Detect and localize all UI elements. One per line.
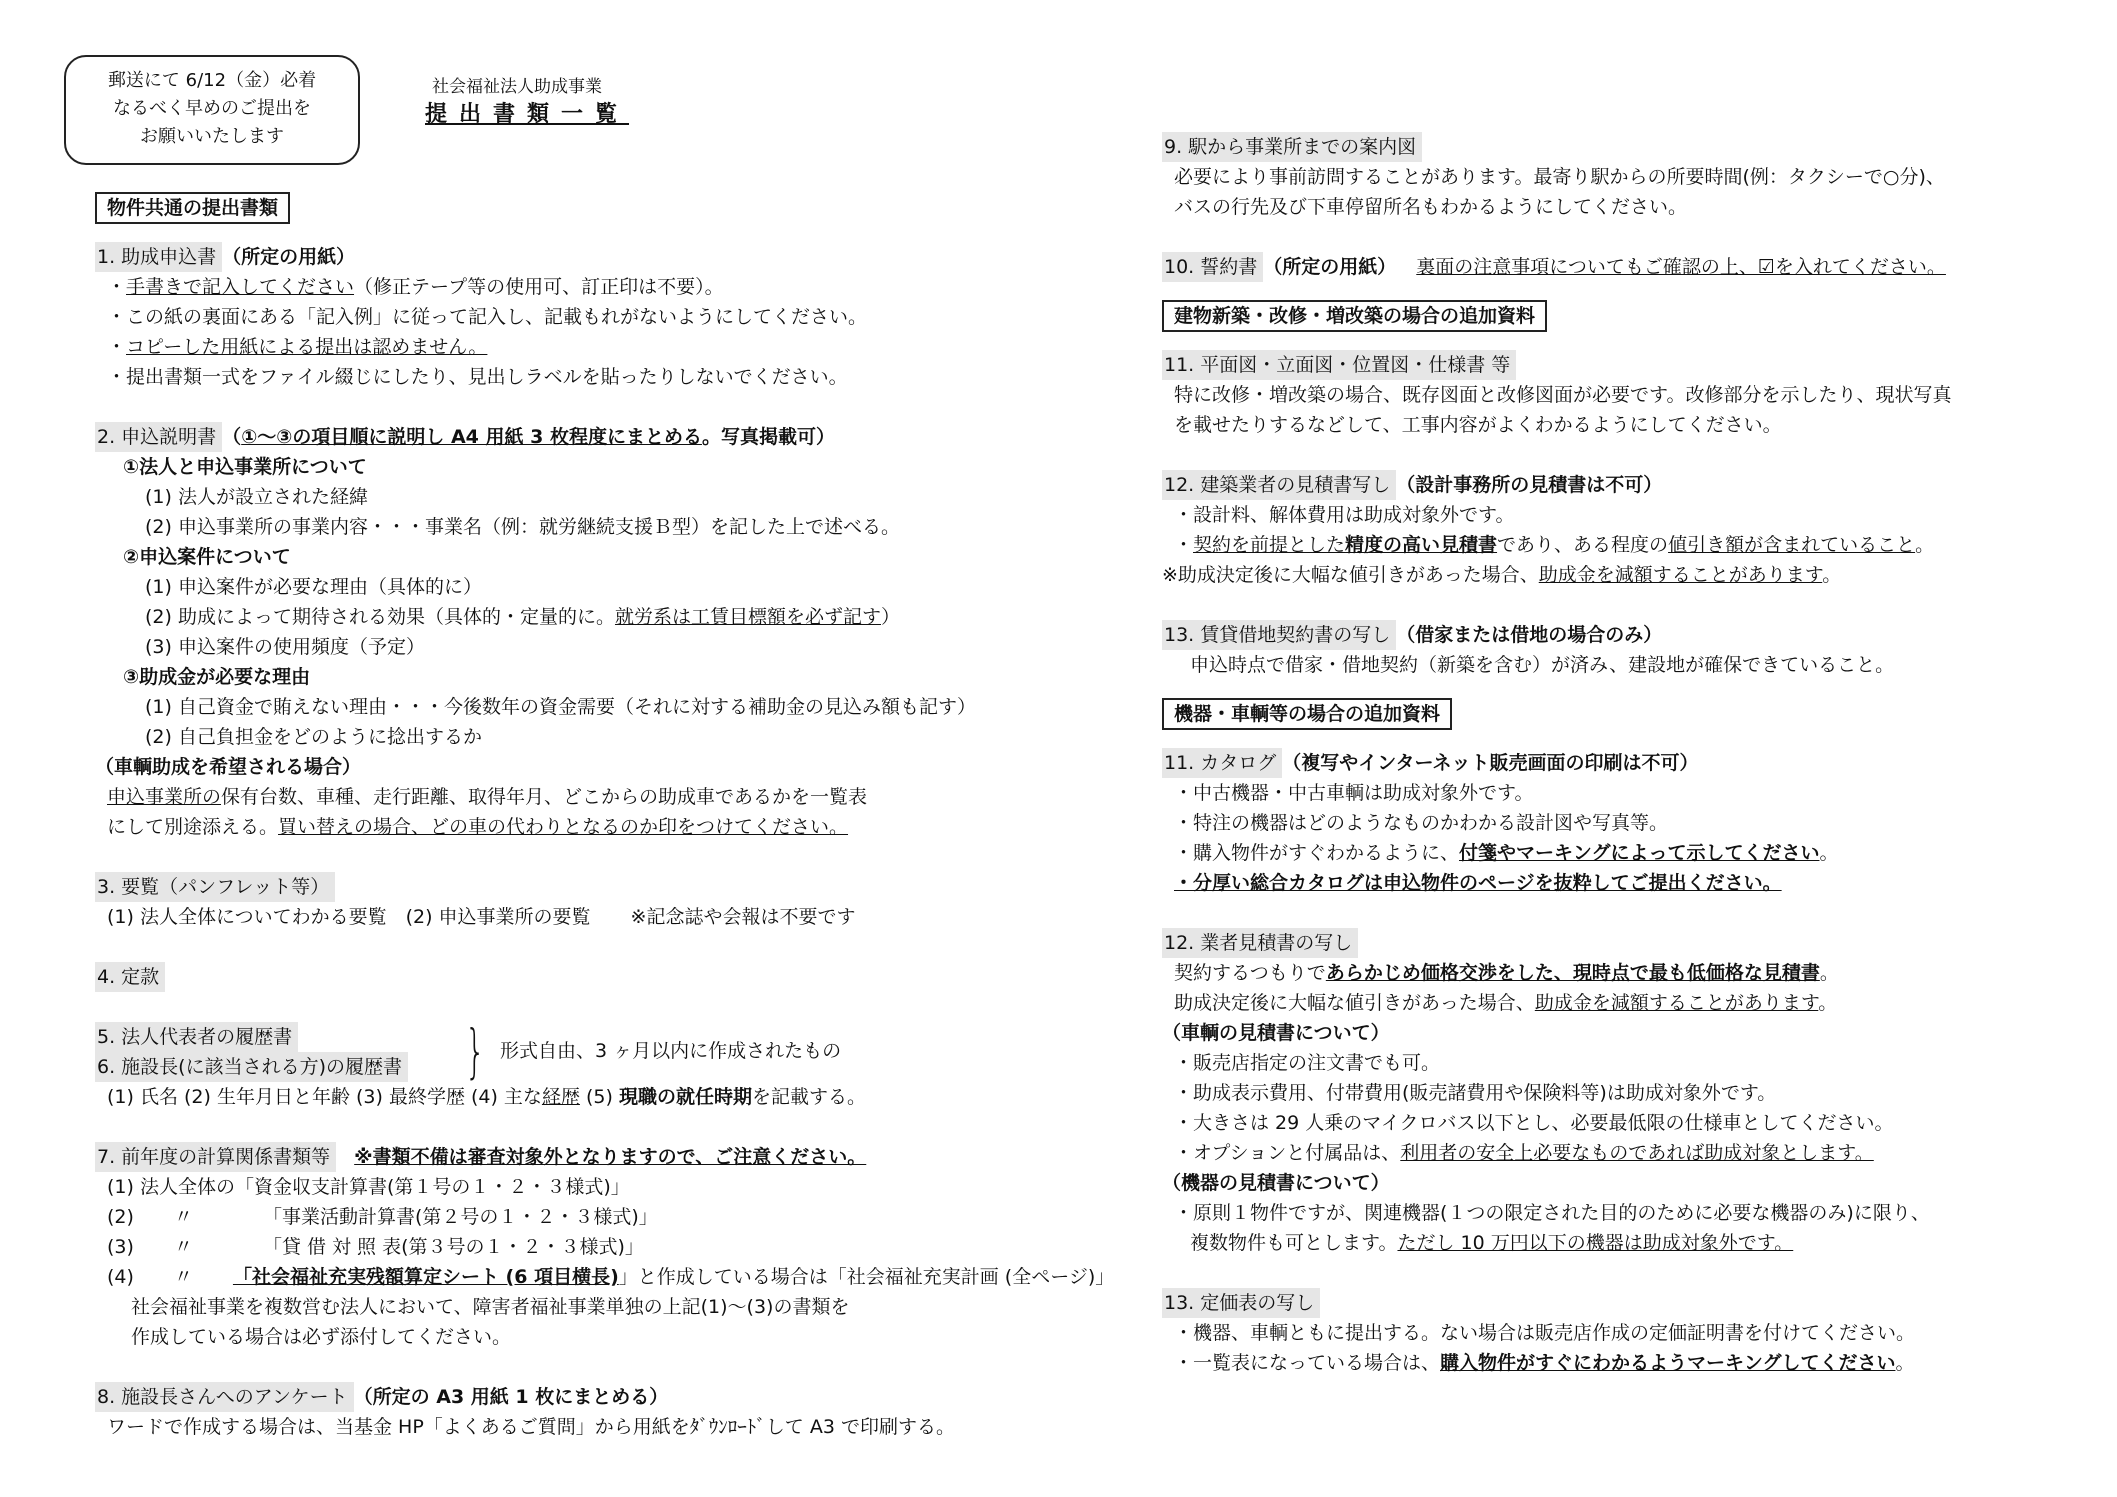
equipment-13-line-1: ・機器、車輌ともに提出する。ない場合は販売店作成の定価証明書を付けてください。 (1174, 1322, 1916, 1344)
building-docs-label: 建物新築・改修・増改築の場合の追加資料 (1162, 300, 1547, 332)
resume-format-note: 形式自由、3 ヶ月以内に作成されたもの (500, 1040, 842, 1062)
section-2-point-2a: (1) 申込案件が必要な理由（具体的に） (145, 576, 482, 598)
building-11-line-2: を載せたりするなどして、工事内容がよくわかるようにしてください。 (1174, 414, 1782, 436)
vehicle-estimate-line-2: ・助成表示費用、付帯費用(販売諸費用や保険料等)は助成対象外です。 (1174, 1082, 1777, 1104)
section-2-point-3b: (2) 自己負担金をどのように捻出するか (145, 726, 482, 748)
vehicle-grant-line-1: 申込事業所の保有台数、車種、走行距離、取得年月、どこからの助成車であるかを一覧表 (107, 786, 868, 808)
equipment-12-title: 12. 業者見積書の写し (1162, 928, 2062, 958)
left-column (95, 190, 1115, 1442)
section-7-row-4: (4) 〃 「社会福祉充実残額算定シート (6 項目横長)」と作成している場合は「社会福祉充実計画 (全ページ)」 (107, 1266, 1115, 1288)
section-6-title: 6. 施設長(に該当される方)の履歴書 (95, 1052, 1015, 1082)
section-10-title: 10. 誓約書 （所定の用紙） 裏面の注意事項についてもご確認の上、☑を入れてください。 (1162, 252, 2062, 282)
vehicle-estimate-line-1: ・販売店指定の注文書でも可。 (1174, 1052, 1441, 1074)
equipment-11-line-3: ・購入物件がすぐわかるように、付箋やマーキングによって示してください。 (1174, 842, 1839, 864)
equipment-12-line-2: 助成決定後に大幅な値引きがあった場合、助成金を減額することがあります。 (1174, 992, 1838, 1014)
building-13-line-1: 申込時点で借家・借地契約（新築を含む）が済み、建設地が確保できていること。 (1190, 654, 1895, 676)
section-2-point-2b: (2) 助成によって期待される効果（具体的・定量的に。就労系は工賃目標額を必ず記す） (145, 606, 900, 628)
section-1-line-4: ・提出書類一式をファイル綴じにしたり、見出しラベルを貼ったりしないでください。 (107, 366, 848, 388)
notice-line-1: 郵送にて 6/12（金）必着 (107, 70, 317, 91)
section-2-point-3: ③助成金が必要な理由 (123, 666, 311, 688)
vehicle-estimate-heading: （車輌の見積書について） (1162, 1022, 1390, 1044)
section-9-title: 9. 駅から事業所までの案内図 (1162, 132, 2062, 162)
section-7-row-2: (2) 〃 「事業活動計算書(第２号の１・２・３様式)」 (107, 1206, 658, 1228)
right-column (1162, 132, 2062, 1378)
building-12-title: 12. 建築業者の見積書写し （設計事務所の見積書は不可） (1162, 470, 2062, 500)
section-7-row-1: (1) 法人全体の「資金収支計算書(第１号の１・２・３様式)」 (107, 1176, 630, 1198)
machine-estimate-line-2: 複数物件も可とします。ただし 10 万円以下の機器は助成対象外です。 (1190, 1232, 1794, 1254)
section-9-line-2: バスの行先及び下車停留所名もわかるようにしてください。 (1174, 196, 1688, 218)
equipment-13-title: 13. 定価表の写し (1162, 1288, 2062, 1318)
section-5-title: 5. 法人代表者の履歴書 (95, 1022, 1015, 1052)
right-brace-icon: } (465, 1017, 486, 1085)
equipment-11-line-4: ・分厚い総合カタログは申込物件のページを抜粋してご提出ください。 (1174, 872, 1782, 894)
section-1-line-1: ・手書きで記入してください（修正テープ等の使用可、訂正印は不要）。 (107, 276, 724, 298)
section-2-point-1b: (2) 申込事業所の事業内容・・・事業名（例：就労継続支援Ｂ型）を記した上で述べる。 (145, 516, 900, 538)
section-7-note-1: 社会福祉事業を複数営む法人において、障害者福祉事業単独の上記(1)～(3)の書類を (131, 1296, 850, 1318)
vehicle-estimate-line-3: ・大きさは 29 人乗のマイクロバス以下とし、必要最低限の仕様車としてください。 (1174, 1112, 1894, 1134)
vehicle-grant-heading: （車輌助成を希望される場合） (95, 756, 362, 778)
header-subtitle: 社会福祉法人助成事業 (432, 77, 602, 97)
section-2-point-2c: (3) 申込案件の使用頻度（予定） (145, 636, 425, 658)
section-1-title: 1. 助成申込書 （所定の用紙） (95, 242, 1015, 272)
building-11-title: 11. 平面図・立面図・位置図・仕様書 等 (1162, 350, 2062, 380)
common-docs-label: 物件共通の提出書類 (95, 192, 290, 224)
page-title: 提出書類一覧 (425, 102, 630, 127)
section-2-point-1a: (1) 法人が設立された経緯 (145, 486, 368, 508)
section-2-point-3a: (1) 自己資金で賄えない理由・・・今後数年の資金需要（それに対する補助金の見込み額も記す） (145, 696, 976, 718)
building-12-line-1: ・設計料、解体費用は助成対象外です。 (1174, 504, 1515, 526)
section-3-title: 3. 要覧（パンフレット等） (95, 872, 1015, 902)
equipment-13-line-2: ・一覧表になっている場合は、購入物件がすぐにわかるようマーキングしてください。 (1174, 1352, 1915, 1374)
equipment-11-line-1: ・中古機器・中古車輌は助成対象外です。 (1174, 782, 1534, 804)
notice-line-2: なるべく早めのご提出を (113, 98, 311, 119)
section-2-title: 2. 申込説明書 （①～③の項目順に説明し A4 用紙 3 枚程度にまとめる。写真掲載可） (95, 422, 1015, 452)
machine-estimate-heading: （機器の見積書について） (1162, 1172, 1390, 1194)
vehicle-estimate-line-4: ・オプションと付属品は、利用者の安全上必要なものであれば助成対象とします。 (1174, 1142, 1874, 1164)
section-7-title: 7. 前年度の計算関係書類等 ※書類不備は審査対象外となりますので、ご注意ください。 (95, 1142, 1015, 1172)
section-7-note-2: 作成している場合は必ず添付してください。 (131, 1326, 512, 1348)
equipment-11-title: 11. カタログ （複写やインターネット販売画面の印刷は不可） (1162, 748, 2062, 778)
section-8-line-1: ワードで作成する場合は、当基金 HP「よくあるご質問」から用紙をﾀﾞｳﾝﾛｰﾄﾞして A3 で印刷する。 (107, 1416, 955, 1438)
section-2-point-2: ②申込案件について (123, 546, 291, 568)
section-4-title: 4. 定款 (95, 962, 1015, 992)
building-11-line-1: 特に改修・増改築の場合、既存図面と改修図面が必要です。改修部分を示したり、現状写真 (1174, 384, 1952, 406)
building-12-line-2: ・契約を前提とした精度の高い見積書であり、ある程度の値引き額が含まれていること。 (1174, 534, 1935, 556)
resume-group (95, 1017, 1015, 1085)
section-2-point-1: ①法人と申込事業所について (123, 456, 367, 478)
section-1-line-2: ・この紙の裏面にある「記入例」に従って記入し、記載もれがないようにしてください。 (107, 306, 868, 328)
equipment-12-line-1: 契約するつもりであらかじめ価格交渉をした、現時点で最も低価格な見積書。 (1174, 962, 1839, 984)
section-3-line-1: (1) 法人全体についてわかる要覧 (2) 申込事業所の要覧 ※記念誌や会報は不要です (107, 906, 856, 928)
section-1-line-3: ・コピーした用紙による提出は認めません。 (107, 336, 488, 358)
deadline-notice (64, 55, 360, 165)
equipment-11-line-2: ・特注の機器はどのようなものかわかる設計図や写真等。 (1174, 812, 1669, 834)
resume-items-line: (1) 氏名 (2) 生年月日と年齢 (3) 最終学歴 (4) 主な経歴 (5) 現職の就任時期を記載する。 (107, 1086, 866, 1108)
vehicle-grant-line-2: にして別途添える。買い替えの場合、どの車の代わりとなるのか印をつけてください。 (107, 816, 849, 838)
section-8-title: 8. 施設長さんへのアンケート （所定の A3 用紙 1 枚にまとめる） (95, 1382, 1015, 1412)
building-12-line-3: ※助成決定後に大幅な値引きがあった場合、助成金を減額することがあります。 (1162, 564, 1842, 586)
section-9-line-1: 必要により事前訪問することがあります。最寄り駅からの所要時間(例：タクシーで○分)、 (1174, 166, 1945, 188)
equipment-docs-label: 機器・車輌等の場合の追加資料 (1162, 698, 1452, 730)
notice-line-3: お願いいたします (140, 126, 284, 147)
machine-estimate-line-1: ・原則１物件ですが、関連機器(１つの限定された目的のために必要な機器のみ)に限り、 (1174, 1202, 1930, 1224)
section-7-row-3: (3) 〃 「貸 借 対 照 表(第３号の１・２・３様式)」 (107, 1236, 644, 1258)
building-13-title: 13. 賃貸借地契約書の写し （借家または借地の場合のみ） (1162, 620, 2062, 650)
